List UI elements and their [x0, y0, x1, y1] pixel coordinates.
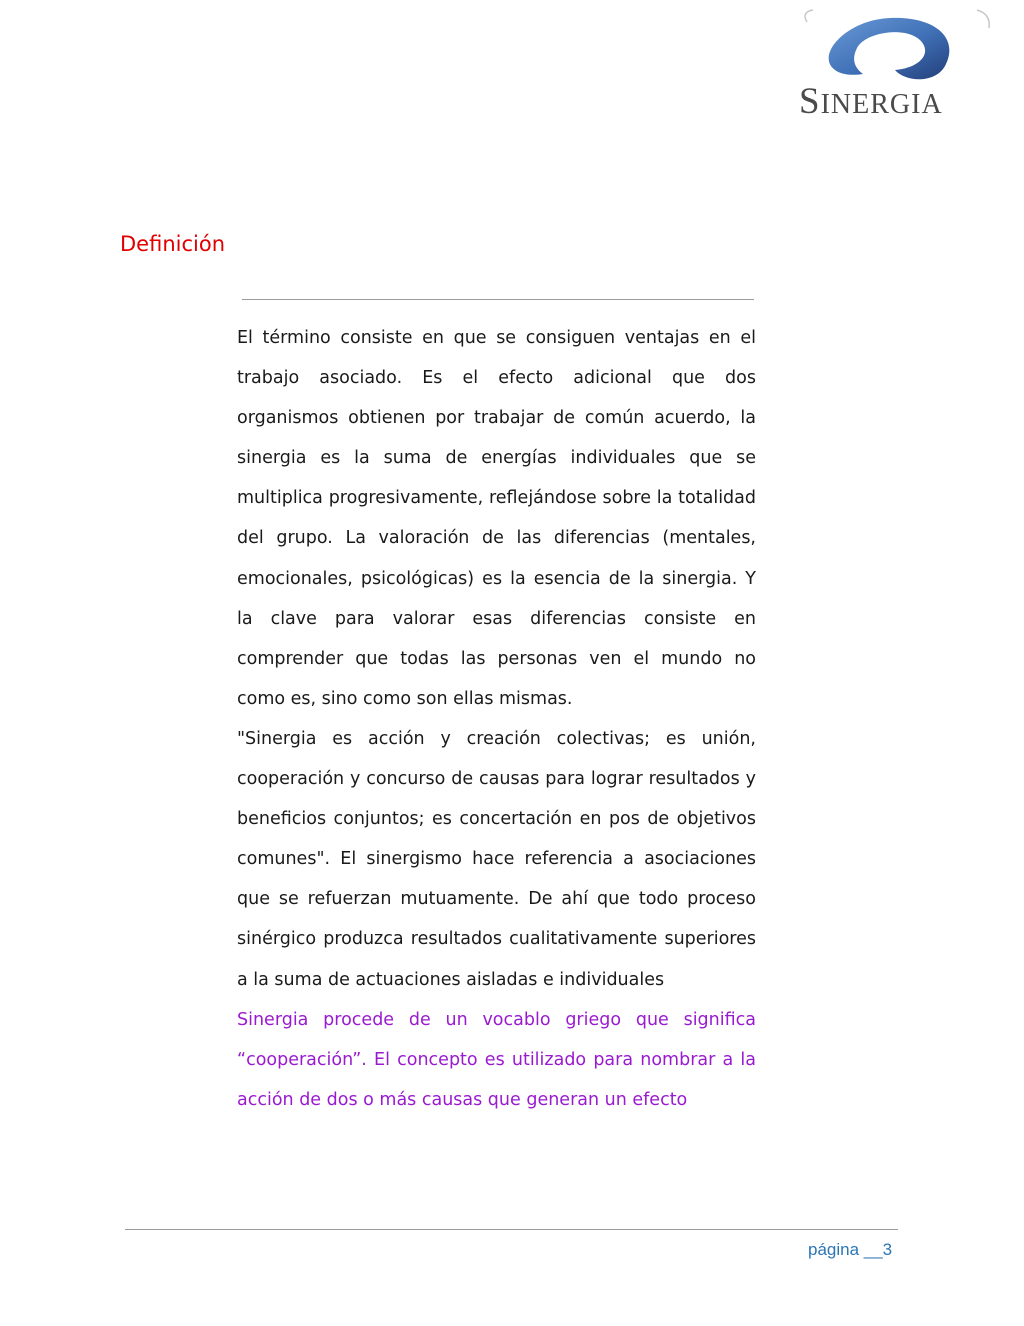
section-heading: Definición	[120, 232, 225, 256]
logo-first-letter: S	[799, 81, 821, 122]
paragraph-definition: El término consiste en que se consiguen ventajas en el trabajo asociado. Es el efecto adicional que dos organismos obtienen por trabajar de común acuerdo, la sinergia es la suma de energías individuales que se multiplica progresivamente, reflejándose sobre la totalidad del grupo. La valoración de las diferencias (mentales, emocionales, psicológicas) es la esencia de la sinergia. Y la clave para valorar esas diferencias consiste en comprender que todas las personas ven el mundo no como es, sino como son ellas mismas.	[237, 328, 756, 709]
top-divider	[242, 299, 754, 300]
logo-rest-letters: INERGIA	[820, 89, 943, 120]
paragraph-quote: "Sinergia es acción y creación colectivas; es unión, cooperación y concurso de causas para lograr resultados y beneficios conjuntos; es concertación en pos de objetivos comunes". El sinergismo hace referencia a asociaciones que se refuerzan mutuamente. De ahí que todo proceso sinérgico produzca resultados cualitativamente superiores a la suma de actuaciones aisladas e individuales	[237, 728, 756, 990]
sinergia-logo-text	[799, 83, 993, 120]
body-text	[237, 318, 756, 1120]
page-number: página __3	[808, 1240, 893, 1259]
footer-divider	[125, 1229, 898, 1230]
paragraph-etymology: Sinergia procede de un vocablo griego que significa “cooperación”. El concepto es utilizado para nombrar a la acción de dos o más causas que generan un efecto	[237, 1009, 756, 1110]
sinergia-logo-mark	[795, 8, 993, 88]
sinergia-logo	[795, 8, 993, 126]
